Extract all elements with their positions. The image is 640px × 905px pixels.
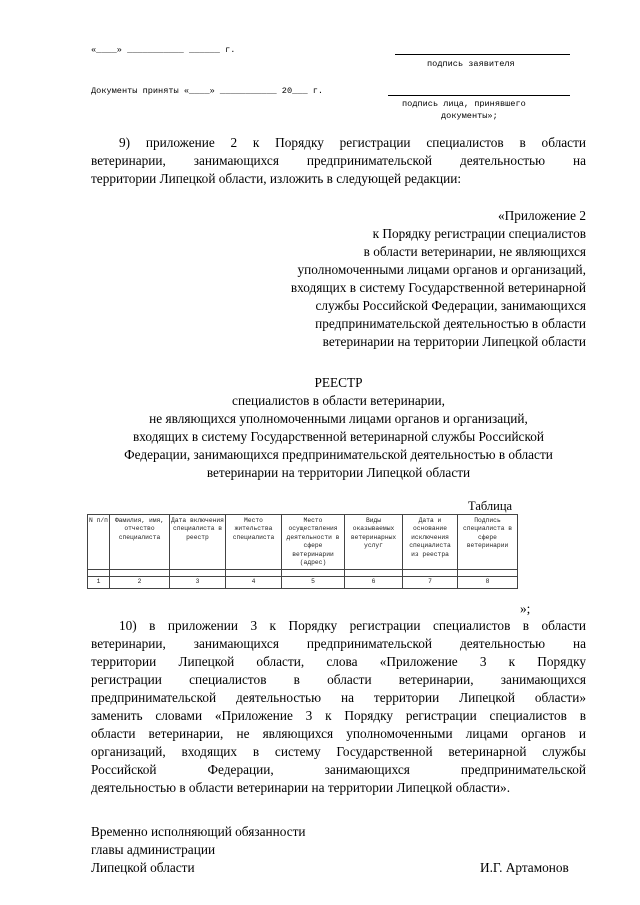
appendix-line: входящих в систему Государственной ветеринарной [290, 280, 586, 295]
column-number: 5 [282, 577, 345, 589]
item-10-line: организаций, входящих в систему Государственной ветеринарной службы [91, 744, 586, 759]
appendix-heading [200, 207, 586, 351]
item-10-line: ветеринарии, занимающихся предпринимательской деятельностью на [91, 636, 586, 651]
registry-title: РЕЕСТР [314, 375, 363, 390]
item-10-paragraph [91, 617, 586, 797]
table-number-row [88, 577, 518, 589]
appendix-line: уполномоченными лицами органов и организаций, [297, 262, 586, 277]
column-header: Фамилия, имя, отчество специалиста [110, 515, 170, 570]
column-header: Дата и основание исключения специалиста из реестра [403, 515, 458, 570]
official-signature-line [388, 95, 570, 96]
appendix-line: в области ветеринарии, не являющихся [363, 244, 586, 259]
column-header: Место жительства специалиста [226, 515, 282, 570]
official-signature-caption-1: подпись лица, принявшего [402, 99, 526, 109]
table-label: Таблица [468, 499, 513, 513]
table-spacer-row [88, 570, 518, 577]
column-number: 1 [88, 577, 110, 589]
signatory-position-line: главы администрации [91, 842, 216, 857]
applicant-signature-line [395, 54, 570, 55]
item-9-line: ветеринарии, занимающихся предпринимательской деятельностью на [91, 153, 586, 168]
registry-heading [91, 374, 586, 482]
column-number: 2 [110, 577, 170, 589]
column-header: Подпись специалиста в сфере ветеринарии [458, 515, 518, 570]
item-10-line: 10) в приложении 3 к Порядку регистрации специалистов в области [119, 618, 586, 633]
closing-quote: »; [520, 601, 531, 616]
applicant-signature-caption: подпись заявителя [427, 59, 515, 69]
column-header: Виды оказываемых ветеринарных услуг [345, 515, 403, 570]
column-number: 3 [170, 577, 226, 589]
column-number: 4 [226, 577, 282, 589]
item-9-line: 9) приложение 2 к Порядку регистрации специалистов в области [119, 135, 586, 150]
column-number: 7 [403, 577, 458, 589]
date-line-accepted: Документы приняты «____» ___________ 20___ г. [91, 86, 324, 96]
column-header: Дата включения специалиста в реестр [170, 515, 226, 570]
signatory-position-line: Липецкой области [91, 860, 195, 875]
table-header-row [88, 515, 518, 570]
column-number: 6 [345, 577, 403, 589]
signatory-position-line: Временно исполняющий обязанности [91, 824, 306, 839]
registry-subtitle-line: входящих в систему Государственной ветеринарной службы Российской [132, 429, 545, 444]
appendix-line: службы Российской Федерации, занимающихся [315, 298, 586, 313]
item-10-line: деятельностью в области ветеринарии на территории Липецкой области». [91, 780, 511, 795]
item-10-line: предпринимательской деятельностью на территории Липецкой области» [91, 690, 586, 705]
registry-subtitle-line: специалистов в области ветеринарии, [232, 393, 445, 408]
item-10-line: заменить словами «Приложение 3 к Порядку регистрации специалистов в [91, 708, 586, 723]
item-10-line: Российской Федерации, занимающихся предпринимательской [91, 762, 586, 777]
item-9-line: территории Липецкой области, изложить в следующей редакции: [91, 171, 462, 186]
official-signature-caption-2: документы»; [441, 111, 498, 121]
appendix-line: «Приложение 2 [498, 208, 586, 223]
signatory-position [91, 823, 306, 877]
item-10-line: территории Липецкой области, слова «Приложение 3 к Порядку [91, 654, 586, 669]
registry-subtitle-line: ветеринарии на территории Липецкой области [206, 465, 471, 480]
appendix-line: к Порядку регистрации специалистов [372, 226, 586, 241]
registry-subtitle-line: не являющихся уполномоченными лицами органов и организаций, [149, 411, 528, 426]
item-9-paragraph [91, 134, 586, 188]
item-10-line: регистрации специалистов в области ветеринарии, занимающихся [91, 672, 586, 687]
column-number: 8 [458, 577, 518, 589]
column-header: Место осуществления деятельности в сфере ветеринарии (адрес) [282, 515, 345, 570]
signatory-name: И.Г. Артамонов [480, 860, 569, 875]
appendix-line: предпринимательской деятельностью в области [315, 316, 586, 331]
item-10-line: области ветеринарии, не являющихся уполномоченными лицами органов и [91, 726, 586, 741]
date-line-applicant: «____» ___________ ______ г. [91, 45, 236, 55]
column-header: N п/п [88, 515, 110, 570]
registry-table [87, 514, 518, 589]
registry-subtitle-line: Федерации, занимающихся предпринимательской деятельностью в области [124, 447, 553, 462]
appendix-line: ветеринарии на территории Липецкой области [322, 334, 586, 349]
